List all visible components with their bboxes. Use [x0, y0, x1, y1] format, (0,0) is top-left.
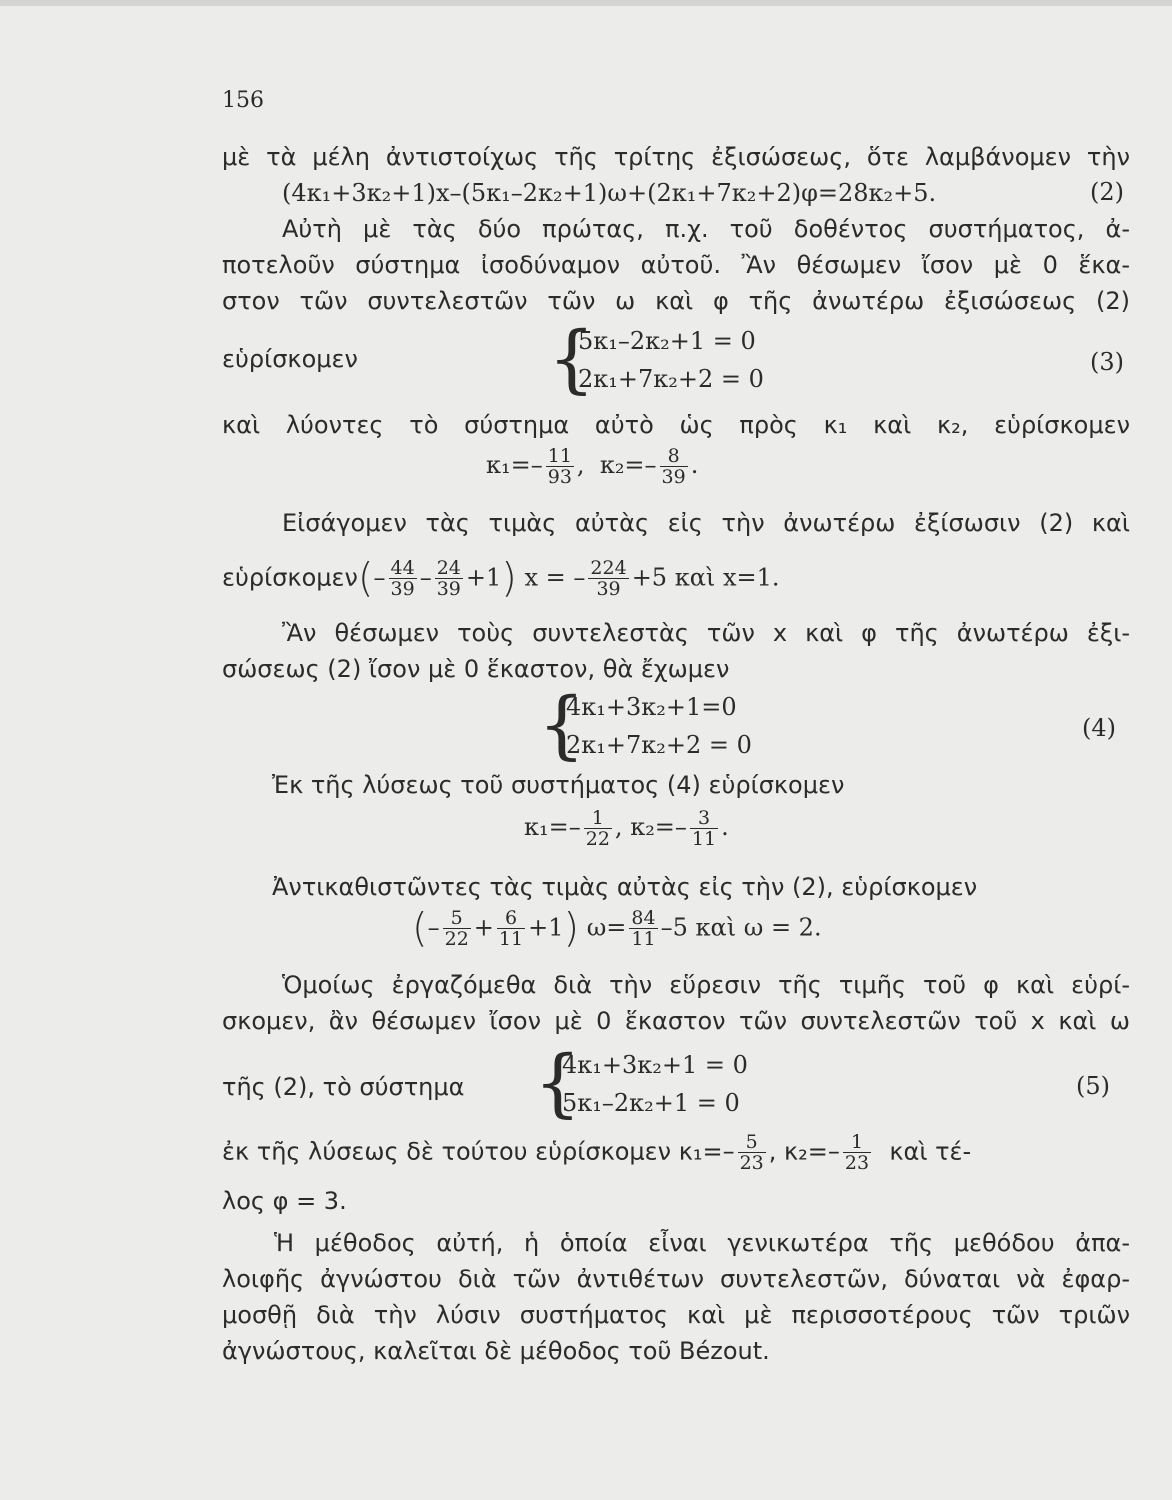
fraction: [629, 908, 657, 949]
system-equation: 5κ₁–2κ₂+1 = 0: [578, 327, 756, 355]
system-equation: 2κ₁+7κ₂+2 = 0: [578, 365, 764, 393]
fraction-denominator: 11: [631, 928, 656, 950]
text-line: Εἰσάγομεν τὰς τιμὰς αὐτὰς εἰς τὴν ἀνωτέρω ἐξίσωσιν (2) καὶ: [282, 509, 1130, 537]
line-label: εὑρίσκομεν: [222, 563, 358, 592]
text-line: Αὐτὴ μὲ τὰς δύο πρώτας, π.χ. τοῦ δοθέντος συστήματος, ἀ-: [282, 215, 1130, 243]
text-line: Ἡ μέθοδος αὐτή, ἡ ὁποία εἶναι γενικωτέρα τῆς μεθόδου ἀπα-: [274, 1229, 1130, 1257]
fraction-numerator: 1: [584, 808, 612, 829]
fraction-numerator: 1: [843, 1132, 871, 1153]
system-equation: 4κ₁+3κ₂+1 = 0: [562, 1051, 748, 1079]
text-line: λος φ = 3.: [222, 1187, 347, 1215]
line-text: ἐκ τῆς λύσεως δὲ τούτου εὑρίσκομεν κ₁=–: [222, 1137, 735, 1166]
fraction: [546, 446, 574, 487]
fraction-numerator: 11: [547, 445, 572, 467]
page-number: 156: [222, 88, 264, 113]
fraction-denominator: 93: [547, 466, 572, 488]
system-label: τῆς (2), τὸ σύστημα: [222, 1073, 465, 1101]
fraction-denominator: 23: [739, 1152, 764, 1174]
fraction-denominator: 22: [585, 828, 610, 850]
text-line: μοσθῇ διὰ τὴν λύσιν συστήματος καὶ μὲ περισσοτέρους τῶν τριῶν: [222, 1301, 1130, 1329]
equation-tag: (2): [1090, 178, 1124, 206]
system-brace: {: [548, 316, 596, 402]
text-line: καὶ λύοντες τὸ σύστημα αὐτὸ ὡς πρὸς κ₁ καὶ κ₂, εὑρίσκομεν: [222, 411, 1130, 439]
page-top-edge: [0, 0, 1172, 6]
system-brace: {: [538, 682, 586, 768]
equation-tag: (4): [1082, 714, 1116, 742]
text-line: μὲ τὰ μέλη ἀντιστοίχως τῆς τρίτης ἐξισώσεως, ὅτε λαμβάνομεν τὴν: [222, 143, 1130, 171]
fraction-numerator: 6: [497, 908, 525, 929]
fraction-numerator: 5: [443, 908, 471, 929]
fraction: [843, 1132, 871, 1173]
fraction-denominator: 39: [436, 578, 461, 600]
line-text: , κ₂=–: [768, 1137, 840, 1166]
fraction-denominator: 22: [444, 928, 469, 950]
fraction-denominator: 39: [661, 466, 686, 488]
fraction-numerator: 24: [436, 557, 461, 579]
equation-line: (– $\frac{5}{22}$ + $\frac{6}{11}$ +1) ω= $\frac{84}{11}$ –5 καὶ ω = 2.: [412, 905, 822, 952]
system-equation: 4κ₁+3κ₂+1=0: [566, 693, 737, 721]
k2-label: κ₂=–: [599, 451, 657, 479]
fraction: [435, 558, 463, 599]
text-line: σώσεως (2) ἴσον μὲ 0 ἕκαστον, θὰ ἔχωμεν: [222, 655, 730, 683]
fraction-numerator: 224: [590, 557, 627, 579]
text-line: σκομεν, ἂν θέσωμεν ἴσον μὲ 0 ἕκαστον τῶν συντελεστῶν τοῦ x καὶ ω: [222, 1007, 1130, 1035]
text-line: ἀγνώστους, καλεῖται δὲ μέθοδος τοῦ Bézout.: [222, 1337, 770, 1365]
fraction: [389, 558, 417, 599]
fraction-numerator: 3: [690, 808, 718, 829]
fraction-denominator: 23: [844, 1152, 870, 1174]
equation-tag: (5): [1076, 1072, 1110, 1100]
equation-2: (4κ₁+3κ₂+1)x–(5κ₁–2κ₂+1)ω+(2κ₁+7κ₂+2)φ=28κ₂+5.: [282, 179, 937, 207]
fraction-numerator: 8: [660, 446, 688, 467]
fraction-denominator: 11: [498, 928, 524, 950]
system-equation: 5κ₁–2κ₂+1 = 0: [562, 1089, 740, 1117]
fraction: [497, 908, 525, 949]
fraction-denominator: 11: [691, 828, 717, 850]
k1-label: κ₁=–: [524, 813, 581, 841]
text-line: ποτελοῦν σύστημα ἰσοδύναμον αὐτοῦ. Ἂν θέσωμεν ἴσον μὲ 0 ἕκα-: [222, 251, 1130, 279]
fraction: [690, 808, 718, 849]
text-line: Ἐκ τῆς λύσεως τοῦ συστήματος (4) εὑρίσκομεν: [272, 771, 845, 799]
solution-line: κ₁=– $\frac{1}{22}$ , κ₂=– $\frac{3}{11}$ .: [524, 807, 729, 850]
fraction-numerator: 84: [631, 907, 656, 929]
line-tail: +5 καὶ x=1.: [631, 563, 780, 592]
fraction: [738, 1132, 766, 1173]
solution-line: κ₁=– $\frac{11}{93}$ , κ₂=– $\frac{8}{39}$ .: [486, 445, 699, 488]
fraction: [588, 558, 628, 599]
line-text: καὶ τέ-: [889, 1137, 972, 1166]
fraction: [443, 908, 471, 949]
text-line: λοιφῆς ἀγνώστου διὰ τῶν ἀντιθέτων συντελεστῶν, δύναται νὰ ἐφαρ-: [222, 1265, 1130, 1293]
equation-line: εὑρίσκομεν(– $\frac{44}{39}$ – $\frac{24}{39}$ +1) x = – $\frac{224}{39}$ +5 καὶ x=1.: [222, 555, 780, 602]
fraction: [660, 446, 688, 487]
fraction: [584, 808, 612, 849]
text-line: Ὁμοίως ἐργαζόμεθα διὰ τὴν εὕρεσιν τῆς τιμῆς τοῦ φ καὶ εὑρί-: [282, 971, 1130, 999]
k1-label: κ₁=–: [486, 451, 543, 479]
fraction-numerator: 44: [390, 557, 415, 579]
line-tail: –5 καὶ ω = 2.: [660, 913, 822, 942]
system-equation: 2κ₁+7κ₂+2 = 0: [566, 731, 752, 759]
fraction-denominator: 39: [596, 578, 621, 600]
equation-line: [222, 1132, 971, 1173]
system-label: εὑρίσκομεν: [222, 345, 358, 373]
fraction-numerator: 5: [738, 1132, 766, 1153]
text-line: Ἂν θέσωμεν τοὺς συντελεστὰς τῶν x καὶ φ τῆς ἀνωτέρω ἐξι-: [282, 619, 1130, 647]
fraction-denominator: 39: [390, 578, 415, 600]
system-brace: {: [534, 1040, 582, 1126]
equation-tag: (3): [1090, 348, 1124, 376]
text-line: Ἀντικαθιστῶντες τὰς τιμὰς αὐτὰς εἰς τὴν (2), εὑρίσκομεν: [272, 873, 978, 901]
text-line: στον τῶν συντελεστῶν τῶν ω καὶ φ τῆς ἀνωτέρω ἐξισώσεως (2): [222, 287, 1130, 315]
k2-label: κ₂=–: [630, 813, 687, 841]
